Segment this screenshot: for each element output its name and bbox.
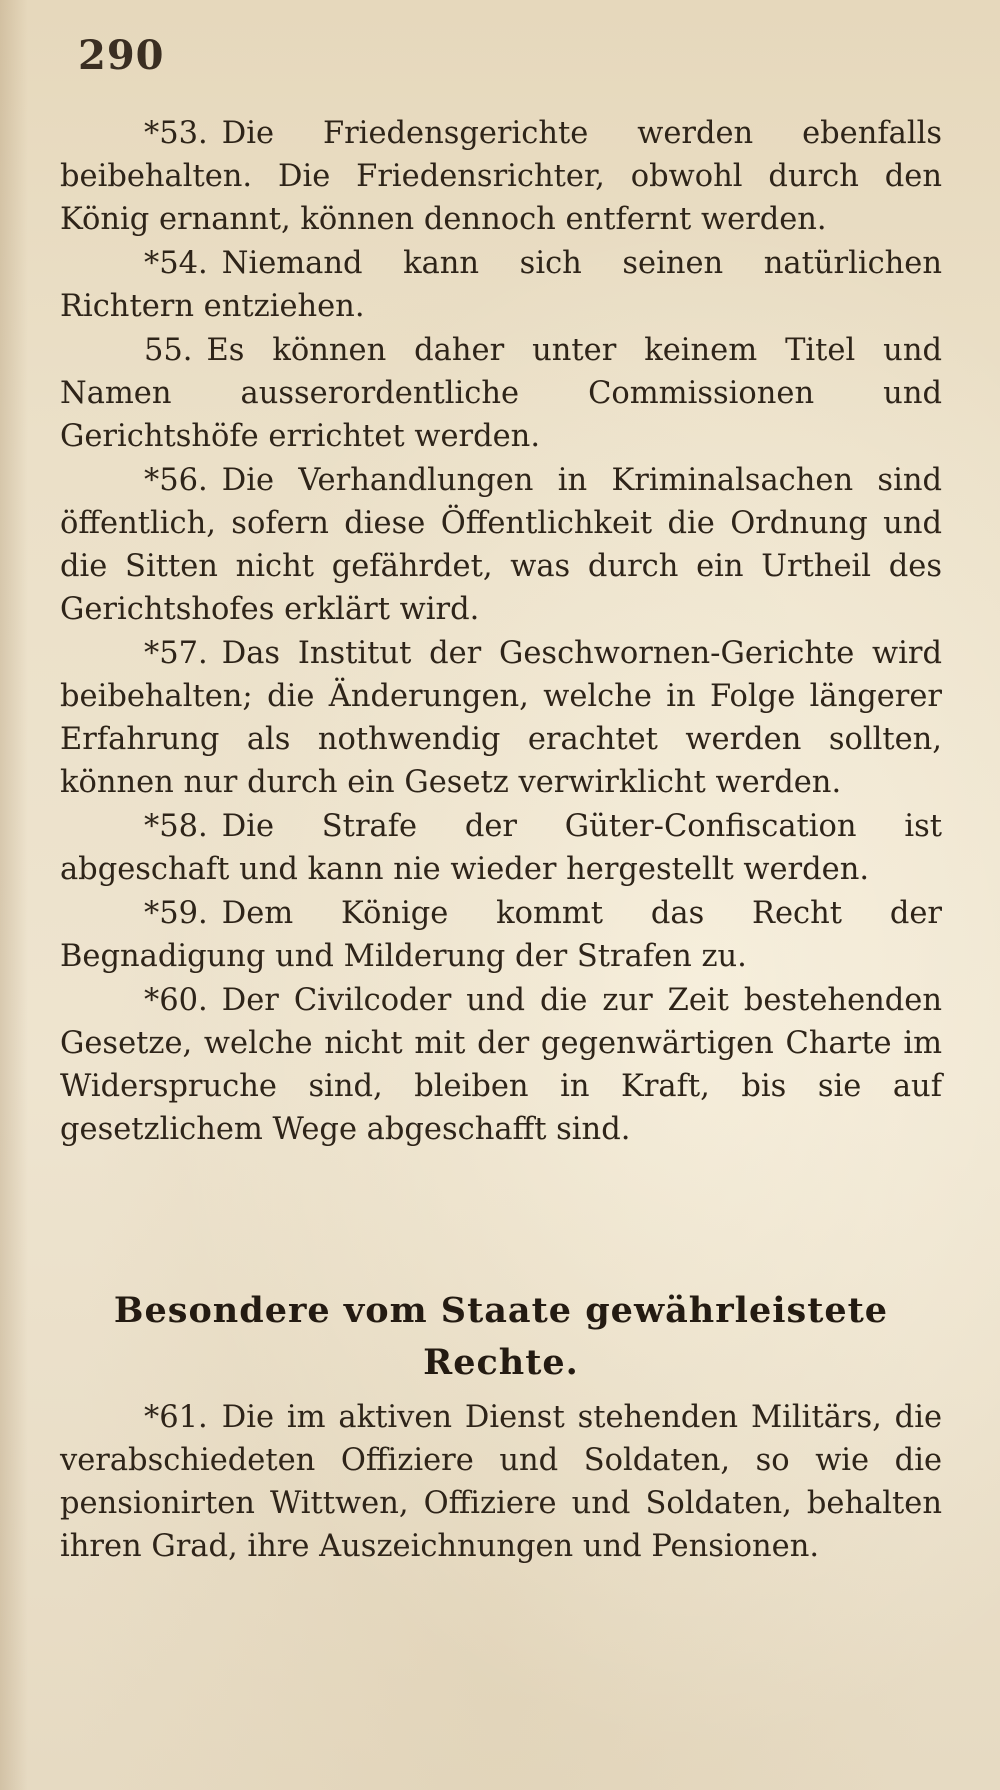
- article-text: Die im aktiven Dienst stehenden Militärs, die verabschiedeten Offiziere und Soldaten, so wie die pensionirten Wittwen, Offiziere und Soldaten, behalten ihren Grad, ihre Auszeichnungen und Pensionen.: [60, 1400, 942, 1564]
- article-number: 55.: [144, 333, 193, 368]
- page-number: 290: [78, 32, 165, 79]
- section-heading: Besondere vom Staate gewährleistete Rechte.: [113, 1290, 889, 1383]
- article-text: Die Friedensgerichte werden ebenfalls beibehalten. Die Friedensrichter, obwohl durch den König ernannt, können dennoch entfernt werden.: [60, 116, 942, 237]
- article-54: [60, 242, 942, 328]
- article-text: Dem Könige kommt das Recht der Begnadigung und Milderung der Strafen zu.: [60, 896, 942, 974]
- article-text: Der Civilcoder und die zur Zeit bestehenden Gesetze, welche nicht mit der gegenwärtigen Charte im Widerspruche sind, bleiben in Kraft, bis sie auf gesetzlichem Wege abgeschafft sind.: [60, 983, 942, 1147]
- article-53: [60, 112, 942, 241]
- article-number: *53.: [144, 116, 208, 151]
- article-text: Niemand kann sich seinen natürlichen Richtern entziehen.: [60, 246, 942, 324]
- article-number: *58.: [144, 809, 208, 844]
- article-number: *60.: [144, 983, 208, 1018]
- article-57: [60, 632, 942, 804]
- article-number: *61.: [144, 1400, 208, 1435]
- article-number: *57.: [144, 636, 208, 671]
- article-text: Das Institut der Geschwornen-Gerichte wird beibehalten; die Änderungen, welche in Folge längerer Erfahrung als nothwendig erachtet werden sollten, können nur durch ein Gesetz verwirklicht werden.: [60, 636, 942, 800]
- article-list: [60, 112, 942, 1152]
- article-number: *59.: [144, 896, 208, 931]
- article-number: *54.: [144, 246, 208, 281]
- article-59: [60, 892, 942, 978]
- article-61: [60, 1396, 942, 1568]
- article-number: *56.: [144, 463, 208, 498]
- article-60: [60, 979, 942, 1151]
- article-56: [60, 459, 942, 631]
- article-list-2: [60, 1396, 942, 1569]
- article-58: [60, 805, 942, 891]
- article-text: Die Strafe der Güter-Confiscation ist abgeschaft und kann nie wieder hergestellt werden.: [60, 809, 942, 887]
- article-text: Die Verhandlungen in Kriminalsachen sind öffentlich, sofern diese Öffentlichkeit die Ordnung und die Sitten nicht gefährdet, was durch ein Urtheil des Gerichtshofes erklärt wird.: [60, 463, 942, 627]
- article-text: Es können daher unter keinem Titel und Namen ausserordentliche Commissionen und Gerichtshöfe errichtet werden.: [60, 333, 942, 454]
- article-55: [60, 329, 942, 458]
